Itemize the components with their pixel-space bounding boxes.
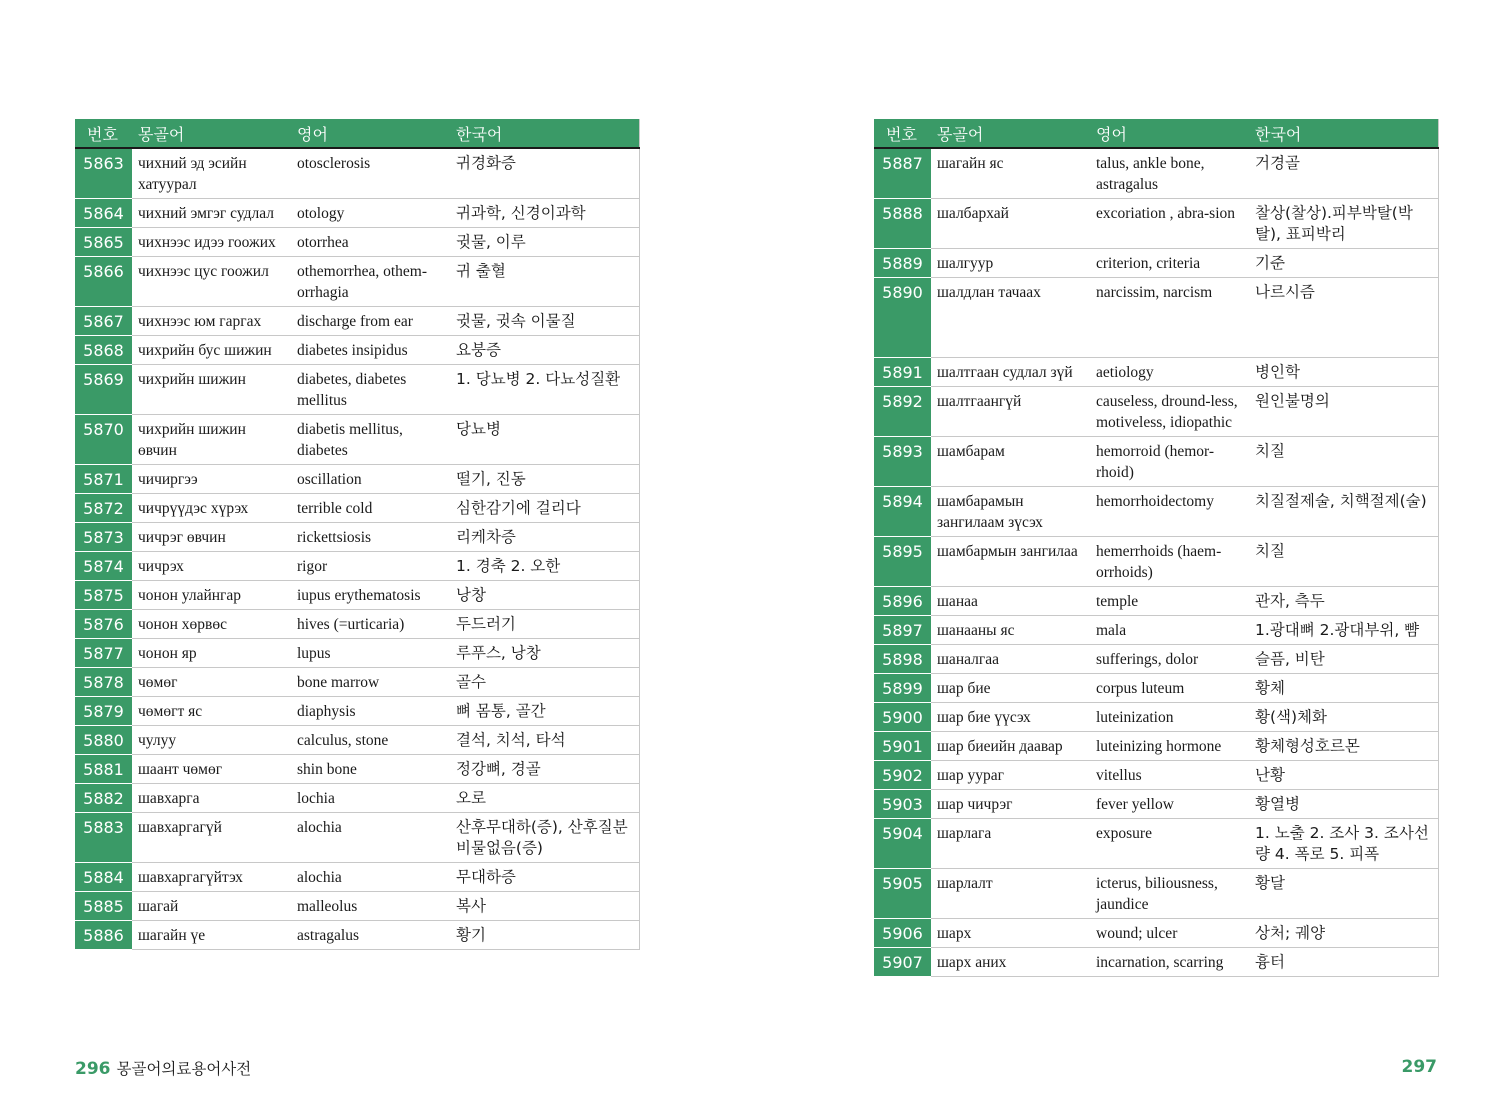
term-number: 5905 [874, 869, 931, 919]
korean-term: 원인불명의 [1249, 387, 1438, 437]
mongolian-term: чихрийн шижин [132, 365, 291, 415]
term-number: 5903 [874, 790, 931, 819]
english-term: otosclerosis [291, 148, 450, 199]
mongolian-term: чихрийн бус шижин [132, 336, 291, 365]
mongolian-term: шавхаргагүй [132, 813, 291, 863]
mongolian-term: чихрийн шижин өвчин [132, 415, 291, 465]
right-page-footer [1400, 1057, 1437, 1077]
english-term: excoriation , abra-sion [1090, 199, 1249, 249]
table-row [75, 148, 639, 199]
korean-term: 거경골 [1249, 148, 1438, 199]
english-term: iupus erythematosis [291, 581, 450, 610]
term-number: 5890 [874, 278, 931, 358]
english-term: diabetes insipidus [291, 336, 450, 365]
term-number: 5889 [874, 249, 931, 278]
mongolian-term: шарх аних [931, 948, 1090, 977]
english-term: diaphysis [291, 697, 450, 726]
korean-term: 치질절제술, 치핵절제(술) [1249, 487, 1438, 537]
term-number: 5898 [874, 645, 931, 674]
term-number: 5864 [75, 199, 132, 228]
term-number: 5877 [75, 639, 132, 668]
term-number: 5880 [75, 726, 132, 755]
term-number: 5863 [75, 148, 132, 199]
korean-term: 흉터 [1249, 948, 1438, 977]
table-row [75, 639, 639, 668]
mongolian-term: чихнээс юм гаргах [132, 307, 291, 336]
korean-term: 병인학 [1249, 358, 1438, 387]
mongolian-term: чихнээс идээ гоожих [132, 228, 291, 257]
term-number: 5894 [874, 487, 931, 537]
mongolian-term: чонон яр [132, 639, 291, 668]
mongolian-term: шар бие үүсэх [931, 703, 1090, 732]
table-row [75, 697, 639, 726]
mongolian-term: шавхаргагүйтэх [132, 863, 291, 892]
mongolian-term: чичрэх [132, 552, 291, 581]
table-row [874, 732, 1438, 761]
table-row [75, 415, 639, 465]
mongolian-term: шарх [931, 919, 1090, 948]
table-row [874, 358, 1438, 387]
korean-term: 기준 [1249, 249, 1438, 278]
table-row [75, 336, 639, 365]
page-number-right: 297 [1401, 1057, 1437, 1077]
mongolian-term: чихний эд эсийн хатуурал [132, 148, 291, 199]
mongolian-term: шалбархай [931, 199, 1090, 249]
mongolian-term: шагайн үе [132, 921, 291, 950]
english-term: astragalus [291, 921, 450, 950]
term-number: 5895 [874, 537, 931, 587]
mongolian-term: шалтгаангүй [931, 387, 1090, 437]
term-number: 5866 [75, 257, 132, 307]
english-term: luteinization [1090, 703, 1249, 732]
korean-term: 루푸스, 낭창 [450, 639, 639, 668]
term-number: 5876 [75, 610, 132, 639]
term-number: 5884 [75, 863, 132, 892]
korean-term: 정강뼈, 경골 [450, 755, 639, 784]
korean-term: 황열병 [1249, 790, 1438, 819]
korean-term: 1. 당뇨병 2. 다뇨성질환 [450, 365, 639, 415]
english-term: exposure [1090, 819, 1249, 869]
mongolian-term: шалтгаан судлал зүй [931, 358, 1090, 387]
term-number: 5892 [874, 387, 931, 437]
table-row [874, 703, 1438, 732]
korean-term: 상처; 궤양 [1249, 919, 1438, 948]
header-mongolian: 몽골어 [132, 119, 291, 148]
mongolian-term: чихний эмгэг судлал [132, 199, 291, 228]
korean-term: 슬픔, 비탄 [1249, 645, 1438, 674]
english-term: terrible cold [291, 494, 450, 523]
table-row [75, 307, 639, 336]
table-row [874, 869, 1438, 919]
table-row [874, 761, 1438, 790]
mongolian-term: чичрэг өвчин [132, 523, 291, 552]
left-page-footer [75, 1057, 251, 1079]
english-term: shin bone [291, 755, 450, 784]
left-page-table-panel [75, 119, 639, 950]
english-term: fever yellow [1090, 790, 1249, 819]
term-number: 5883 [75, 813, 132, 863]
term-number: 5902 [874, 761, 931, 790]
table-row [75, 892, 639, 921]
korean-term: 무대하증 [450, 863, 639, 892]
term-number: 5875 [75, 581, 132, 610]
korean-term: 귀경화증 [450, 148, 639, 199]
header-english: 영어 [291, 119, 450, 148]
korean-term: 두드러기 [450, 610, 639, 639]
english-term: rigor [291, 552, 450, 581]
mongolian-term: шамбармын зангилаа [931, 537, 1090, 587]
korean-term: 낭창 [450, 581, 639, 610]
mongolian-term: шарлага [931, 819, 1090, 869]
korean-term: 찰상(찰상).피부박탈(박탈), 표피박리 [1249, 199, 1438, 249]
table-row [874, 148, 1438, 199]
english-term: malleolus [291, 892, 450, 921]
table-row [874, 674, 1438, 703]
mongolian-term: шар бие [931, 674, 1090, 703]
table-row [874, 587, 1438, 616]
korean-term: 귀 출혈 [450, 257, 639, 307]
term-number: 5870 [75, 415, 132, 465]
english-term: discharge from ear [291, 307, 450, 336]
korean-term: 당뇨병 [450, 415, 639, 465]
table-row [75, 863, 639, 892]
korean-term: 치질 [1249, 437, 1438, 487]
english-term: causeless, dround-less, motiveless, idiopathic [1090, 387, 1249, 437]
english-term: luteinizing hormone [1090, 732, 1249, 761]
mongolian-term: шагайн яс [931, 148, 1090, 199]
table-row [75, 610, 639, 639]
english-term: diabetes, diabetes mellitus [291, 365, 450, 415]
table-row [874, 537, 1438, 587]
term-number: 5901 [874, 732, 931, 761]
korean-term: 황체 [1249, 674, 1438, 703]
term-number: 5865 [75, 228, 132, 257]
term-number: 5906 [874, 919, 931, 948]
english-term: mala [1090, 616, 1249, 645]
term-number: 5867 [75, 307, 132, 336]
english-term: alochia [291, 863, 450, 892]
term-number: 5887 [874, 148, 931, 199]
table-row [874, 487, 1438, 537]
table-row [75, 813, 639, 863]
term-number: 5879 [75, 697, 132, 726]
mongolian-term: шар чичрэг [931, 790, 1090, 819]
table-header-row [874, 119, 1438, 148]
korean-term: 요붕증 [450, 336, 639, 365]
korean-term: 나르시즘 [1249, 278, 1438, 358]
mongolian-term: шамбарамын зангилаам зүсэх [931, 487, 1090, 537]
term-number: 5897 [874, 616, 931, 645]
table-row [75, 784, 639, 813]
english-term: hives (=urticaria) [291, 610, 450, 639]
term-number: 5882 [75, 784, 132, 813]
table-row [874, 819, 1438, 869]
korean-term: 황(색)체화 [1249, 703, 1438, 732]
header-number: 번호 [874, 119, 931, 148]
korean-term: 귀과학, 신경이과학 [450, 199, 639, 228]
table-row [75, 581, 639, 610]
english-term: icterus, biliousness, jaundice [1090, 869, 1249, 919]
korean-term: 1. 경축 2. 오한 [450, 552, 639, 581]
korean-term: 심한감기에 걸리다 [450, 494, 639, 523]
english-term: otorrhea [291, 228, 450, 257]
mongolian-term: чихнээс цус гоожил [132, 257, 291, 307]
table-row [75, 257, 639, 307]
mongolian-term: чонон хөрвөс [132, 610, 291, 639]
mongolian-term: чонон улайнгар [132, 581, 291, 610]
table-row [75, 726, 639, 755]
table-row [874, 278, 1438, 358]
table-row [874, 249, 1438, 278]
table-header-row [75, 119, 639, 148]
mongolian-term: чулуу [132, 726, 291, 755]
korean-term: 1. 노출 2. 조사 3. 조사선량 4. 폭로 5. 피폭 [1249, 819, 1438, 869]
table-row [75, 523, 639, 552]
table-row [75, 921, 639, 950]
english-term: hemerrhoids (haem-orrhoids) [1090, 537, 1249, 587]
mongolian-term: шарлалт [931, 869, 1090, 919]
mongolian-term: чөмөг [132, 668, 291, 697]
table-row [75, 199, 639, 228]
table-row [75, 465, 639, 494]
mongolian-term: шар ууpаг [931, 761, 1090, 790]
english-term: vitellus [1090, 761, 1249, 790]
korean-term: 산후무대하(증), 산후질분비물없음(증) [450, 813, 639, 863]
korean-term: 떨기, 진동 [450, 465, 639, 494]
right-term-table [874, 119, 1439, 977]
mongolian-term: чөмөгт яс [132, 697, 291, 726]
term-number: 5881 [75, 755, 132, 784]
table-row [75, 552, 639, 581]
table-row [874, 790, 1438, 819]
korean-term: 1.광대뼈 2.광대부위, 뺨 [1249, 616, 1438, 645]
mongolian-term: шалдлан тачаах [931, 278, 1090, 358]
mongolian-term: чичрүүдэс хүрэх [132, 494, 291, 523]
right-table-body [874, 148, 1438, 977]
english-term: sufferings, dolor [1090, 645, 1249, 674]
header-english: 영어 [1090, 119, 1249, 148]
mongolian-term: шар биеийн даавар [931, 732, 1090, 761]
english-term: wound; ulcer [1090, 919, 1249, 948]
english-term: corpus luteum [1090, 674, 1249, 703]
term-number: 5874 [75, 552, 132, 581]
english-term: temple [1090, 587, 1249, 616]
table-row [874, 919, 1438, 948]
korean-term: 황기 [450, 921, 639, 950]
term-number: 5871 [75, 465, 132, 494]
mongolian-term: шанаа [931, 587, 1090, 616]
korean-term: 결석, 치석, 타석 [450, 726, 639, 755]
table-row [874, 199, 1438, 249]
table-row [874, 948, 1438, 977]
term-number: 5893 [874, 437, 931, 487]
table-row [75, 668, 639, 697]
english-term: diabetis mellitus, diabetes [291, 415, 450, 465]
mongolian-term: шанааны яс [931, 616, 1090, 645]
term-number: 5885 [75, 892, 132, 921]
term-number: 5872 [75, 494, 132, 523]
english-term: talus, ankle bone, astragalus [1090, 148, 1249, 199]
english-term: criterion, criteria [1090, 249, 1249, 278]
korean-term: 귓물, 이루 [450, 228, 639, 257]
mongolian-term: шалгуур [931, 249, 1090, 278]
english-term: hemorrhoidectomy [1090, 487, 1249, 537]
korean-term: 귓물, 귓속 이물질 [450, 307, 639, 336]
korean-term: 골수 [450, 668, 639, 697]
english-term: calculus, stone [291, 726, 450, 755]
table-row [874, 387, 1438, 437]
right-page-table-panel [874, 119, 1438, 977]
english-term: aetiology [1090, 358, 1249, 387]
left-table-body [75, 148, 639, 950]
term-number: 5896 [874, 587, 931, 616]
term-number: 5869 [75, 365, 132, 415]
mongolian-term: шаант чөмөг [132, 755, 291, 784]
mongolian-term: чичиргээ [132, 465, 291, 494]
left-term-table [75, 119, 640, 950]
korean-term: 치질 [1249, 537, 1438, 587]
korean-term: 오로 [450, 784, 639, 813]
english-term: othemorrhea, othem-orrhagia [291, 257, 450, 307]
korean-term: 관자, 측두 [1249, 587, 1438, 616]
english-term: lupus [291, 639, 450, 668]
table-row [75, 228, 639, 257]
korean-term: 뼈 몸통, 골간 [450, 697, 639, 726]
header-number: 번호 [75, 119, 132, 148]
table-row [874, 616, 1438, 645]
term-number: 5878 [75, 668, 132, 697]
korean-term: 황달 [1249, 869, 1438, 919]
mongolian-term: шаналгаа [931, 645, 1090, 674]
korean-term: 난황 [1249, 761, 1438, 790]
book-title: 몽골어의료용어사전 [116, 1060, 252, 1078]
table-row [874, 645, 1438, 674]
korean-term: 리케차증 [450, 523, 639, 552]
term-number: 5904 [874, 819, 931, 869]
table-row [75, 494, 639, 523]
korean-term: 복사 [450, 892, 639, 921]
english-term: lochia [291, 784, 450, 813]
english-term: rickettsiosis [291, 523, 450, 552]
table-row [75, 365, 639, 415]
term-number: 5900 [874, 703, 931, 732]
english-term: incarnation, scarring [1090, 948, 1249, 977]
english-term: bone marrow [291, 668, 450, 697]
mongolian-term: шагай [132, 892, 291, 921]
page-number-left: 296 [75, 1059, 111, 1079]
term-number: 5868 [75, 336, 132, 365]
mongolian-term: шавхарга [132, 784, 291, 813]
term-number: 5873 [75, 523, 132, 552]
english-term: hemorroid (hemor-rhoid) [1090, 437, 1249, 487]
header-korean: 한국어 [450, 119, 639, 148]
header-mongolian: 몽골어 [931, 119, 1090, 148]
term-number: 5907 [874, 948, 931, 977]
term-number: 5886 [75, 921, 132, 950]
term-number: 5891 [874, 358, 931, 387]
english-term: otology [291, 199, 450, 228]
header-korean: 한국어 [1249, 119, 1438, 148]
table-row [874, 437, 1438, 487]
english-term: narcissim, narcism [1090, 278, 1249, 358]
mongolian-term: шамбарам [931, 437, 1090, 487]
english-term: oscillation [291, 465, 450, 494]
english-term: alochia [291, 813, 450, 863]
korean-term: 황체형성호르몬 [1249, 732, 1438, 761]
table-row [75, 755, 639, 784]
term-number: 5888 [874, 199, 931, 249]
term-number: 5899 [874, 674, 931, 703]
